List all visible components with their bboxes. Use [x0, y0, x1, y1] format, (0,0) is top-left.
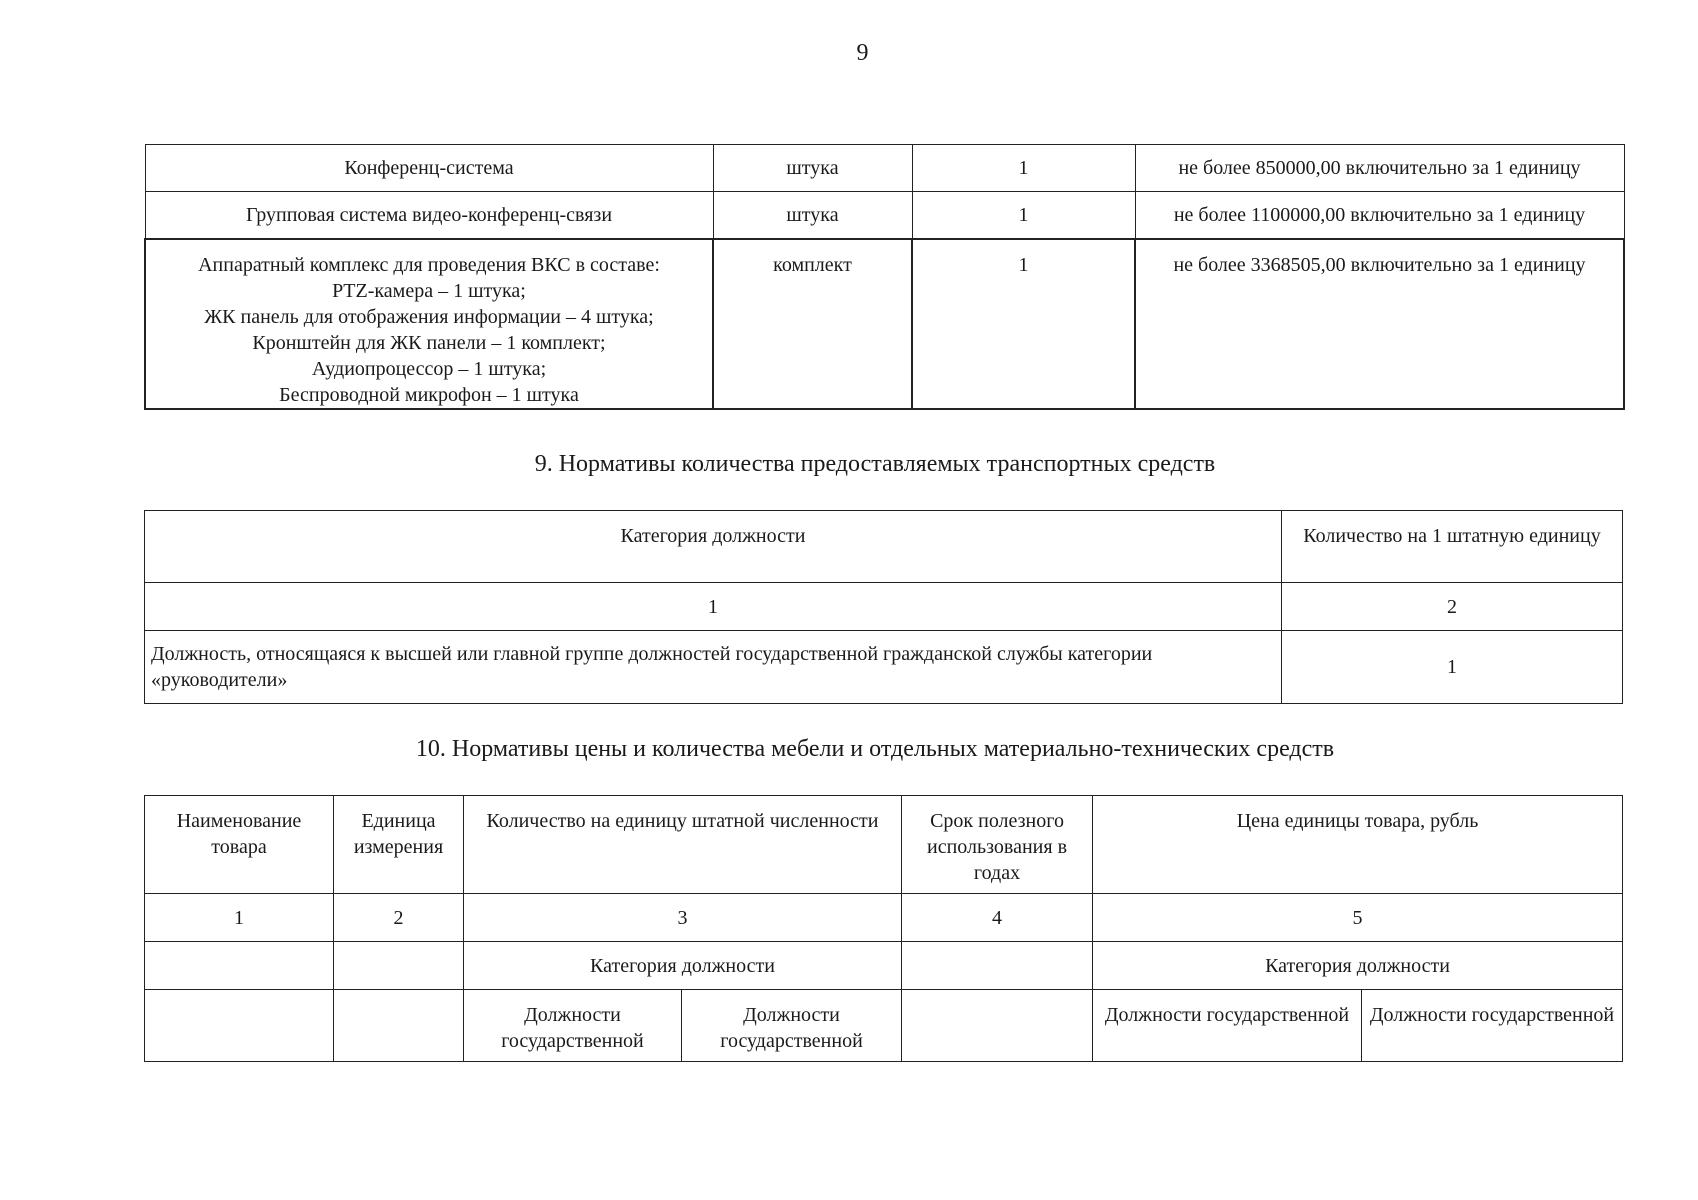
- sub-header-row: [145, 990, 1623, 1062]
- column-number: 1: [145, 583, 1282, 631]
- section-9-title: 9. Нормативы количества предоставляемых транспортных средств: [534, 451, 1216, 477]
- empty-cell: [902, 990, 1093, 1062]
- table-row: [145, 239, 1624, 409]
- item-qty: 1: [912, 192, 1135, 240]
- column-header: Цена единицы товара, рубль: [1093, 796, 1623, 894]
- category-row: [145, 942, 1623, 990]
- column-header: Категория должности: [145, 511, 1282, 583]
- item-price: не более 1100000,00 включительно за 1 единицу: [1135, 192, 1624, 240]
- item-unit: штука: [713, 192, 912, 240]
- column-header: Единица измерения: [334, 796, 464, 894]
- number-row: [145, 894, 1623, 942]
- header-row: [145, 796, 1623, 894]
- item-name: Групповая система видео-конференц-связи: [145, 192, 713, 240]
- empty-cell: [334, 990, 464, 1062]
- column-number: 2: [334, 894, 464, 942]
- column-number: 5: [1093, 894, 1623, 942]
- column-header: Количество на единицу штатной численности: [464, 796, 902, 894]
- item-unit: комплект: [713, 239, 912, 409]
- item-price: не более 3368505,00 включительно за 1 единицу: [1135, 239, 1624, 409]
- sub-header: Должности государственной: [682, 990, 902, 1062]
- empty-cell: [145, 990, 334, 1062]
- furniture-table: [144, 795, 1623, 1062]
- column-number: 4: [902, 894, 1093, 942]
- empty-cell: [145, 942, 334, 990]
- item-unit: штука: [713, 145, 912, 192]
- empty-cell: [902, 942, 1093, 990]
- column-header: Срок полезного использования в годах: [902, 796, 1093, 894]
- item-price: не более 850000,00 включительно за 1 единицу: [1135, 145, 1624, 192]
- sub-header: Должности государственной: [1093, 990, 1362, 1062]
- header-row: [145, 511, 1623, 583]
- category-label: Категория должности: [464, 942, 902, 990]
- table-row: [145, 145, 1624, 192]
- column-number: 1: [145, 894, 334, 942]
- transport-table: [144, 510, 1623, 704]
- section-10-title: 10. Нормативы цены и количества мебели и отдельных материально-технических средств: [415, 736, 1335, 762]
- complex-line: PTZ-камера – 1 штука;: [332, 280, 526, 302]
- vehicle-qty: 1: [1282, 631, 1623, 704]
- number-row: [145, 583, 1623, 631]
- complex-line: Беспроводной микрофон – 1 штука: [279, 384, 579, 406]
- sub-header: Должности государственной: [1362, 990, 1623, 1062]
- sub-header: Должности государственной: [464, 990, 682, 1062]
- column-header: Наименование товара: [145, 796, 334, 894]
- position-category: Должность, относящаяся к высшей или главной группе должностей государственной гражданской службы категории «руководители»: [145, 631, 1282, 704]
- column-number: 2: [1282, 583, 1623, 631]
- category-label: Категория должности: [1093, 942, 1623, 990]
- complex-line: Аудиопроцессор – 1 штука;: [311, 358, 547, 380]
- complex-line: ЖК панель для отображения информации – 4 штука;: [204, 306, 654, 328]
- complex-line: Аппаратный комплекс для проведения ВКС в составе:: [198, 254, 660, 276]
- empty-cell: [334, 942, 464, 990]
- page-number: 9: [856, 40, 869, 66]
- item-qty: 1: [912, 145, 1135, 192]
- table-row: [145, 192, 1624, 240]
- complex-line: Кронштейн для ЖК панели – 1 комплект;: [252, 332, 606, 354]
- column-header: Количество на 1 штатную единицу: [1282, 511, 1623, 583]
- item-qty: 1: [912, 239, 1135, 409]
- item-name: [145, 239, 713, 409]
- item-name: Конференц-система: [145, 145, 713, 192]
- column-number: 3: [464, 894, 902, 942]
- equipment-table: [144, 144, 1625, 410]
- table-row: [145, 631, 1623, 704]
